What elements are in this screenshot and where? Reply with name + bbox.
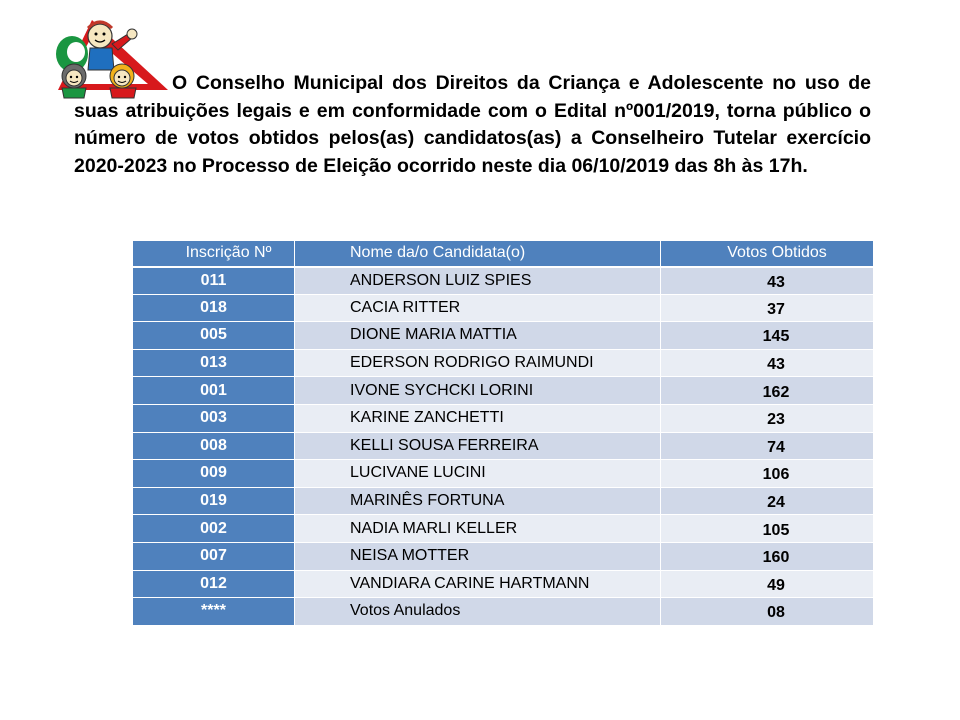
votos-cell: 24 [661, 487, 874, 515]
header-votos: Votos Obtidos [661, 241, 874, 267]
votos-cell: 105 [661, 515, 874, 543]
table-row [133, 515, 874, 543]
inscricao-cell: 019 [133, 487, 295, 515]
votos-cell: 160 [661, 542, 874, 570]
votos-cell: 106 [661, 460, 874, 488]
header-inscricao: Inscrição Nº [133, 241, 295, 267]
table-header-row [133, 241, 874, 267]
nome-cell: KELLI SOUSA FERREIRA [295, 432, 661, 460]
nome-cell: NEISA MOTTER [295, 542, 661, 570]
votos-cell: 37 [661, 294, 874, 322]
inscricao-cell: 002 [133, 515, 295, 543]
votos-cell: 74 [661, 432, 874, 460]
intro-paragraph: O Conselho Municipal dos Direitos da Criança e Adolescente no uso de suas atribuições legais e em conformidade com o Edital nº001/2019, torna público o número de votos obtidos pelos(as) candidatos(as) a Conselheiro Tutelar exercício 2020-2023 no Processo de Eleição ocorrido neste dia 06/10/2019 das 8h às 17h. [74, 72, 871, 177]
inscricao-cell: 018 [133, 294, 295, 322]
nome-cell: DIONE MARIA MATTIA [295, 322, 661, 350]
nome-cell: EDERSON RODRIGO RAIMUNDI [295, 349, 661, 377]
inscricao-cell: 008 [133, 432, 295, 460]
table-row [133, 267, 874, 295]
nome-cell: CACIA RITTER [295, 294, 661, 322]
inscricao-cell: 012 [133, 570, 295, 598]
nome-cell: NADIA MARLI KELLER [295, 515, 661, 543]
inscricao-cell: 013 [133, 349, 295, 377]
table-row [133, 294, 874, 322]
table-row [133, 598, 874, 626]
results-table [132, 240, 874, 626]
table-row [133, 487, 874, 515]
table-row [133, 460, 874, 488]
inscricao-cell: 005 [133, 322, 295, 350]
inscricao-cell: 007 [133, 542, 295, 570]
table-row [133, 570, 874, 598]
table-row [133, 404, 874, 432]
table-row [133, 349, 874, 377]
inscricao-cell: 011 [133, 267, 295, 295]
table-row [133, 322, 874, 350]
votos-cell: 43 [661, 267, 874, 295]
results-table-container [132, 240, 873, 626]
nome-cell: KARINE ZANCHETTI [295, 404, 661, 432]
nome-cell: LUCIVANE LUCINI [295, 460, 661, 488]
nome-cell: VANDIARA CARINE HARTMANN [295, 570, 661, 598]
inscricao-cell: 003 [133, 404, 295, 432]
nome-cell: ANDERSON LUIZ SPIES [295, 267, 661, 295]
votos-cell: 49 [661, 570, 874, 598]
votos-cell: 145 [661, 322, 874, 350]
table-row [133, 542, 874, 570]
votos-cell: 162 [661, 377, 874, 405]
table-row [133, 432, 874, 460]
inscricao-cell: 001 [133, 377, 295, 405]
votos-cell: 08 [661, 598, 874, 626]
nome-cell: Votos Anulados [295, 598, 661, 626]
header-nome: Nome da/o Candidata(o) [295, 241, 661, 267]
table-row [133, 377, 874, 405]
nome-cell: MARINÊS FORTUNA [295, 487, 661, 515]
inscricao-cell: 009 [133, 460, 295, 488]
nome-cell: IVONE SYCHCKI LORINI [295, 377, 661, 405]
votos-cell: 43 [661, 349, 874, 377]
votos-cell: 23 [661, 404, 874, 432]
inscricao-cell: **** [133, 598, 295, 626]
